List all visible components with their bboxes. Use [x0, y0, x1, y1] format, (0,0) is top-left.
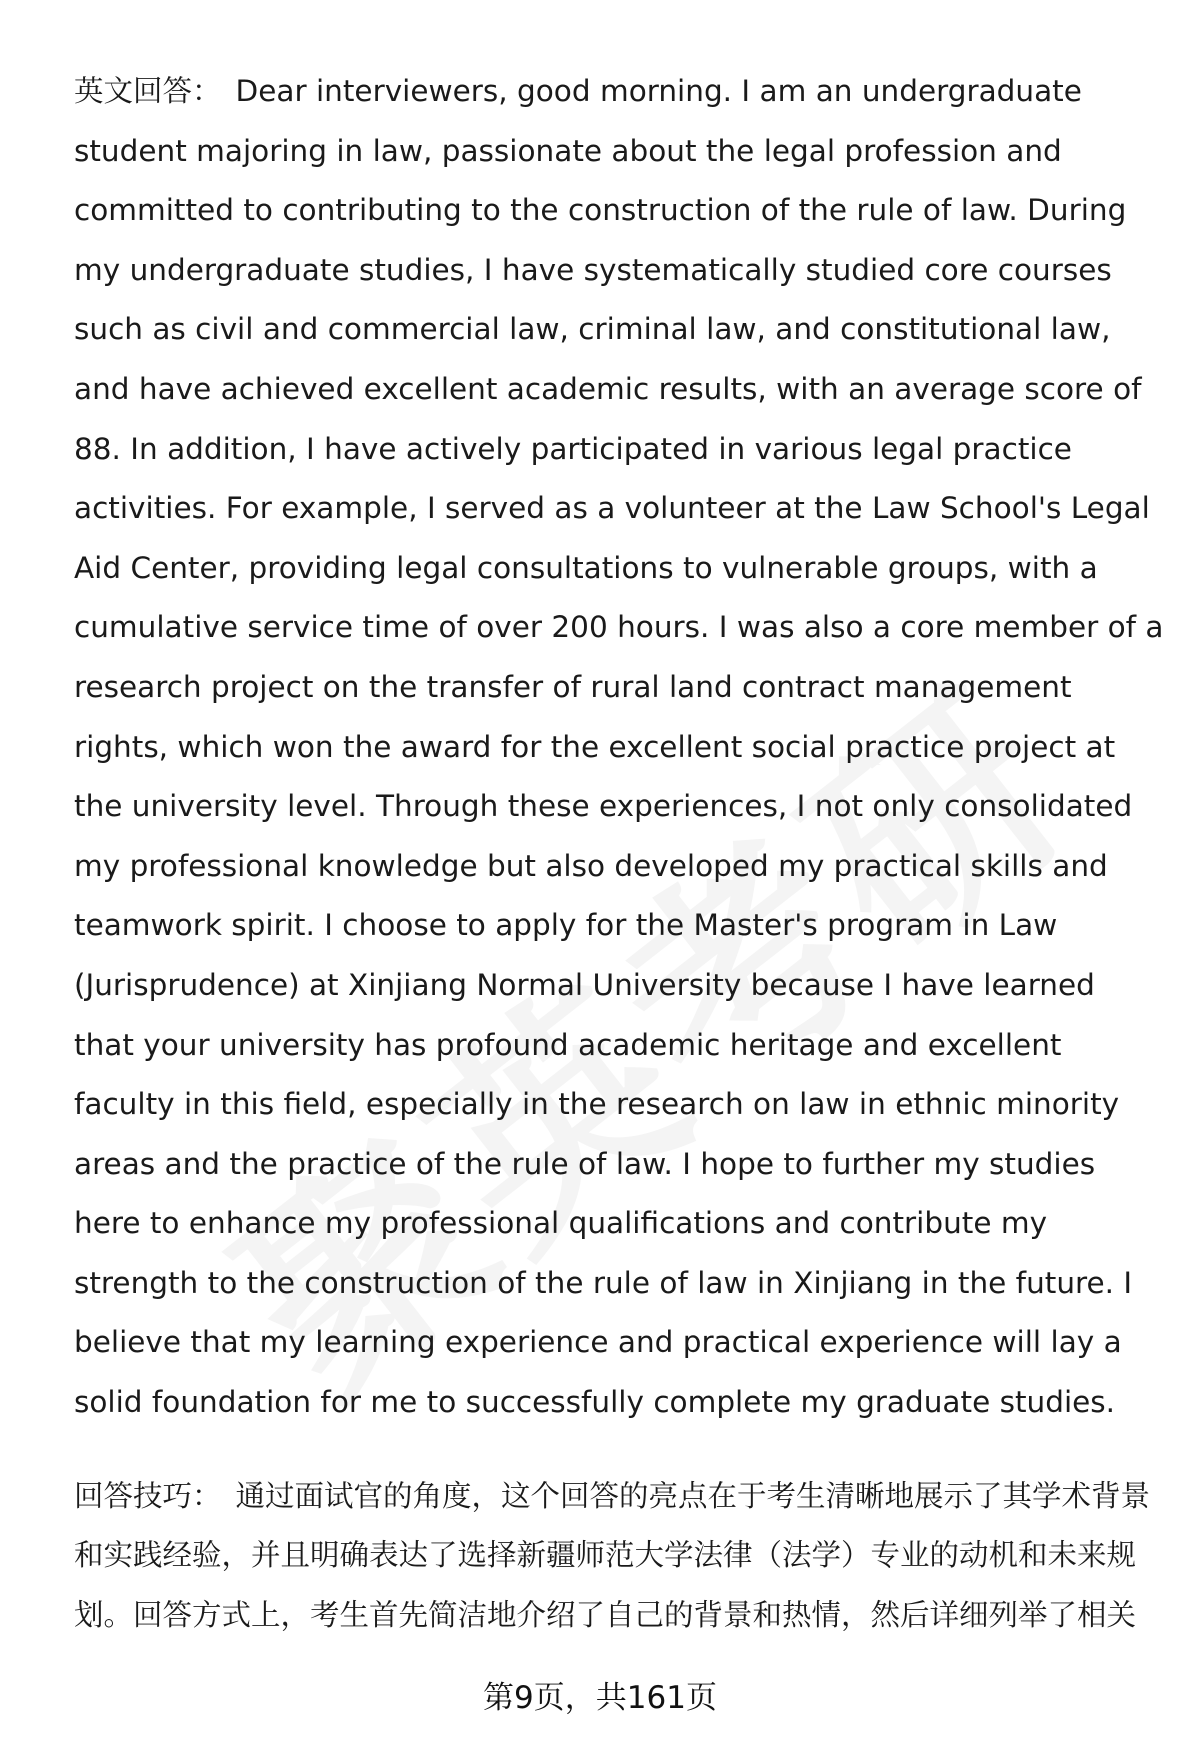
english-answer-paragraph	[74, 62, 1164, 1433]
answer-tips-paragraph	[74, 1467, 1164, 1646]
answer-tips-text: 通过面试官的角度，这个回答的亮点在于考生清晰地展示了其学术背景和实践经验，并且明确表达了选择新疆师范大学法律（法学）专业的动机和未来规划。回答方式上，考生首先简洁地介绍了自己的背景和热情，然后详细列举了相关	[74, 1478, 1151, 1632]
english-answer-text: Dear interviewers, good morning. I am an undergraduate student majoring in law, passionate about the legal profession and committed to contributing to the construction of the rule of law. During my undergraduate studies, I have systematically studied core courses such as civil and commercial law, criminal law, and constitutional law, and have achieved excellent academic results, with an average score of 88. In addition, I have actively participated in various legal practice activities. For example, I served as a volunteer at the Law School's Legal Aid Center, providing legal consultations to vulnerable groups, with a cumulative service time of over 200 hours. I was also a core member of a research project on the transfer of rural land contract management rights, which won the award for the excellent social practice project at the university level. Through these experiences, I not only consolidated my professional knowledge but also developed my practical skills and teamwork spirit. I choose to apply for the Master's program in Law (Jurisprudence) at Xinjiang Normal University because I have learned that your university has profound academic heritage and excellent faculty in this field, especially in the research on law in ethnic minority areas and the practice of the rule of law. I hope to further my studies here to enhance my professional qualifications and contribute my strength to the construction of the rule of law in Xinjiang in the future. I believe that my learning experience and practical experience will lay a solid foundation for me to successfully complete my graduate studies.	[74, 74, 1164, 1420]
english-answer-label: 英文回答：	[74, 74, 222, 108]
answer-tips-label: 回答技巧：	[74, 1478, 222, 1513]
page-content	[74, 62, 1164, 1645]
page-number-footer: 第9页，共161页	[483, 1680, 717, 1716]
